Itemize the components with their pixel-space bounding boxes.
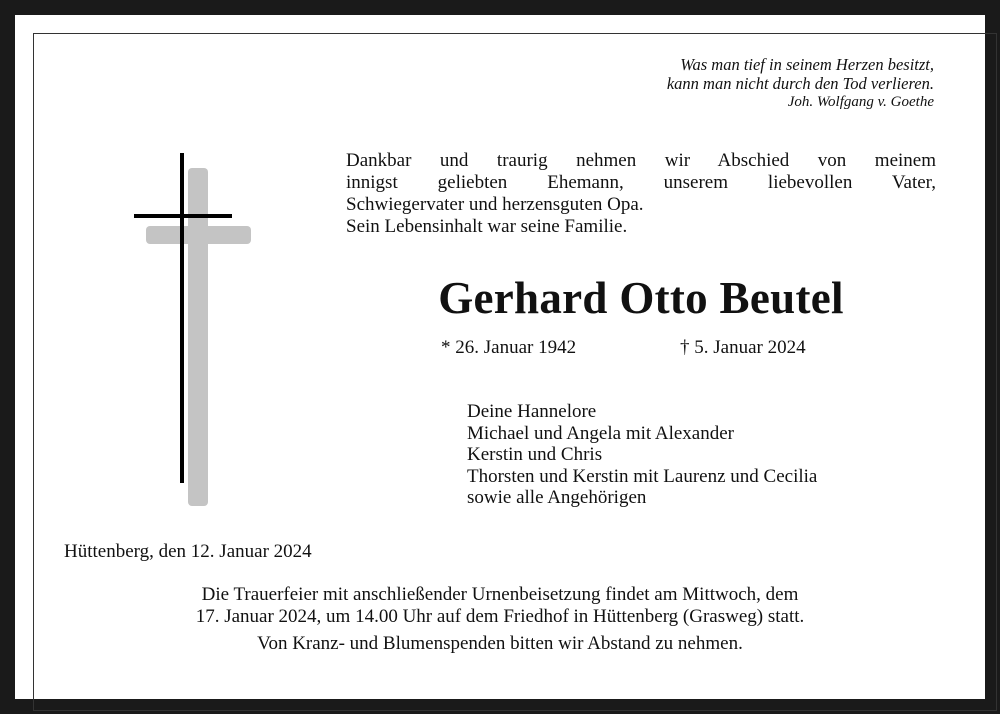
- intro-line-1: Dankbar und traurig nehmen wir Abschied von meinem: [346, 150, 936, 171]
- deceased-name: Gerhard Otto Beutel: [438, 273, 844, 323]
- intro-line-4: Sein Lebensinhalt war seine Familie.: [346, 216, 628, 237]
- mourner-line: Michael und Angela mit Alexander: [467, 422, 734, 444]
- cross-icon: [130, 150, 255, 510]
- mourner-line: sowie alle Angehörigen: [467, 487, 647, 508]
- intro-line-3: Schwiegervater und herzensguten Opa.: [346, 194, 644, 215]
- mourner-line: Thorsten und Kerstin mit Laurenz und Cecilia: [467, 465, 818, 487]
- quote-line-2: kann man nicht durch den Tod verlieren.: [666, 74, 934, 93]
- birth-date: * 26. Januar 1942: [441, 337, 577, 358]
- place-date: Hüttenberg, den 12. Januar 2024: [64, 541, 312, 562]
- mourner-line: Deine Hannelore: [467, 401, 597, 422]
- intro-text: [346, 150, 936, 238]
- mourner-line: Kerstin und Chris: [467, 444, 603, 465]
- notice-line-1: Die Trauerfeier mit anschließender Urnenbeisetzung findet am Mittwoch, dem: [201, 584, 799, 605]
- intro-line-2: innigst geliebten Ehemann, unserem liebevollen Vater,: [346, 172, 936, 193]
- goethe-quote: [667, 55, 934, 112]
- death-date: † 5. Januar 2024: [680, 337, 806, 358]
- quote-author: Joh. Wolfgang v. Goethe: [787, 94, 934, 110]
- notice-line-2: 17. Januar 2024, um 14.00 Uhr auf dem Friedhof in Hüttenberg (Grasweg) statt.: [195, 606, 805, 627]
- mourners-list: [467, 401, 817, 509]
- quote-line-1: Was man tief in seinem Herzen besitzt,: [680, 55, 934, 74]
- funeral-notice: [60, 584, 940, 655]
- notice-line-3: Von Kranz- und Blumenspenden bitten wir Abstand zu nehmen.: [257, 633, 743, 654]
